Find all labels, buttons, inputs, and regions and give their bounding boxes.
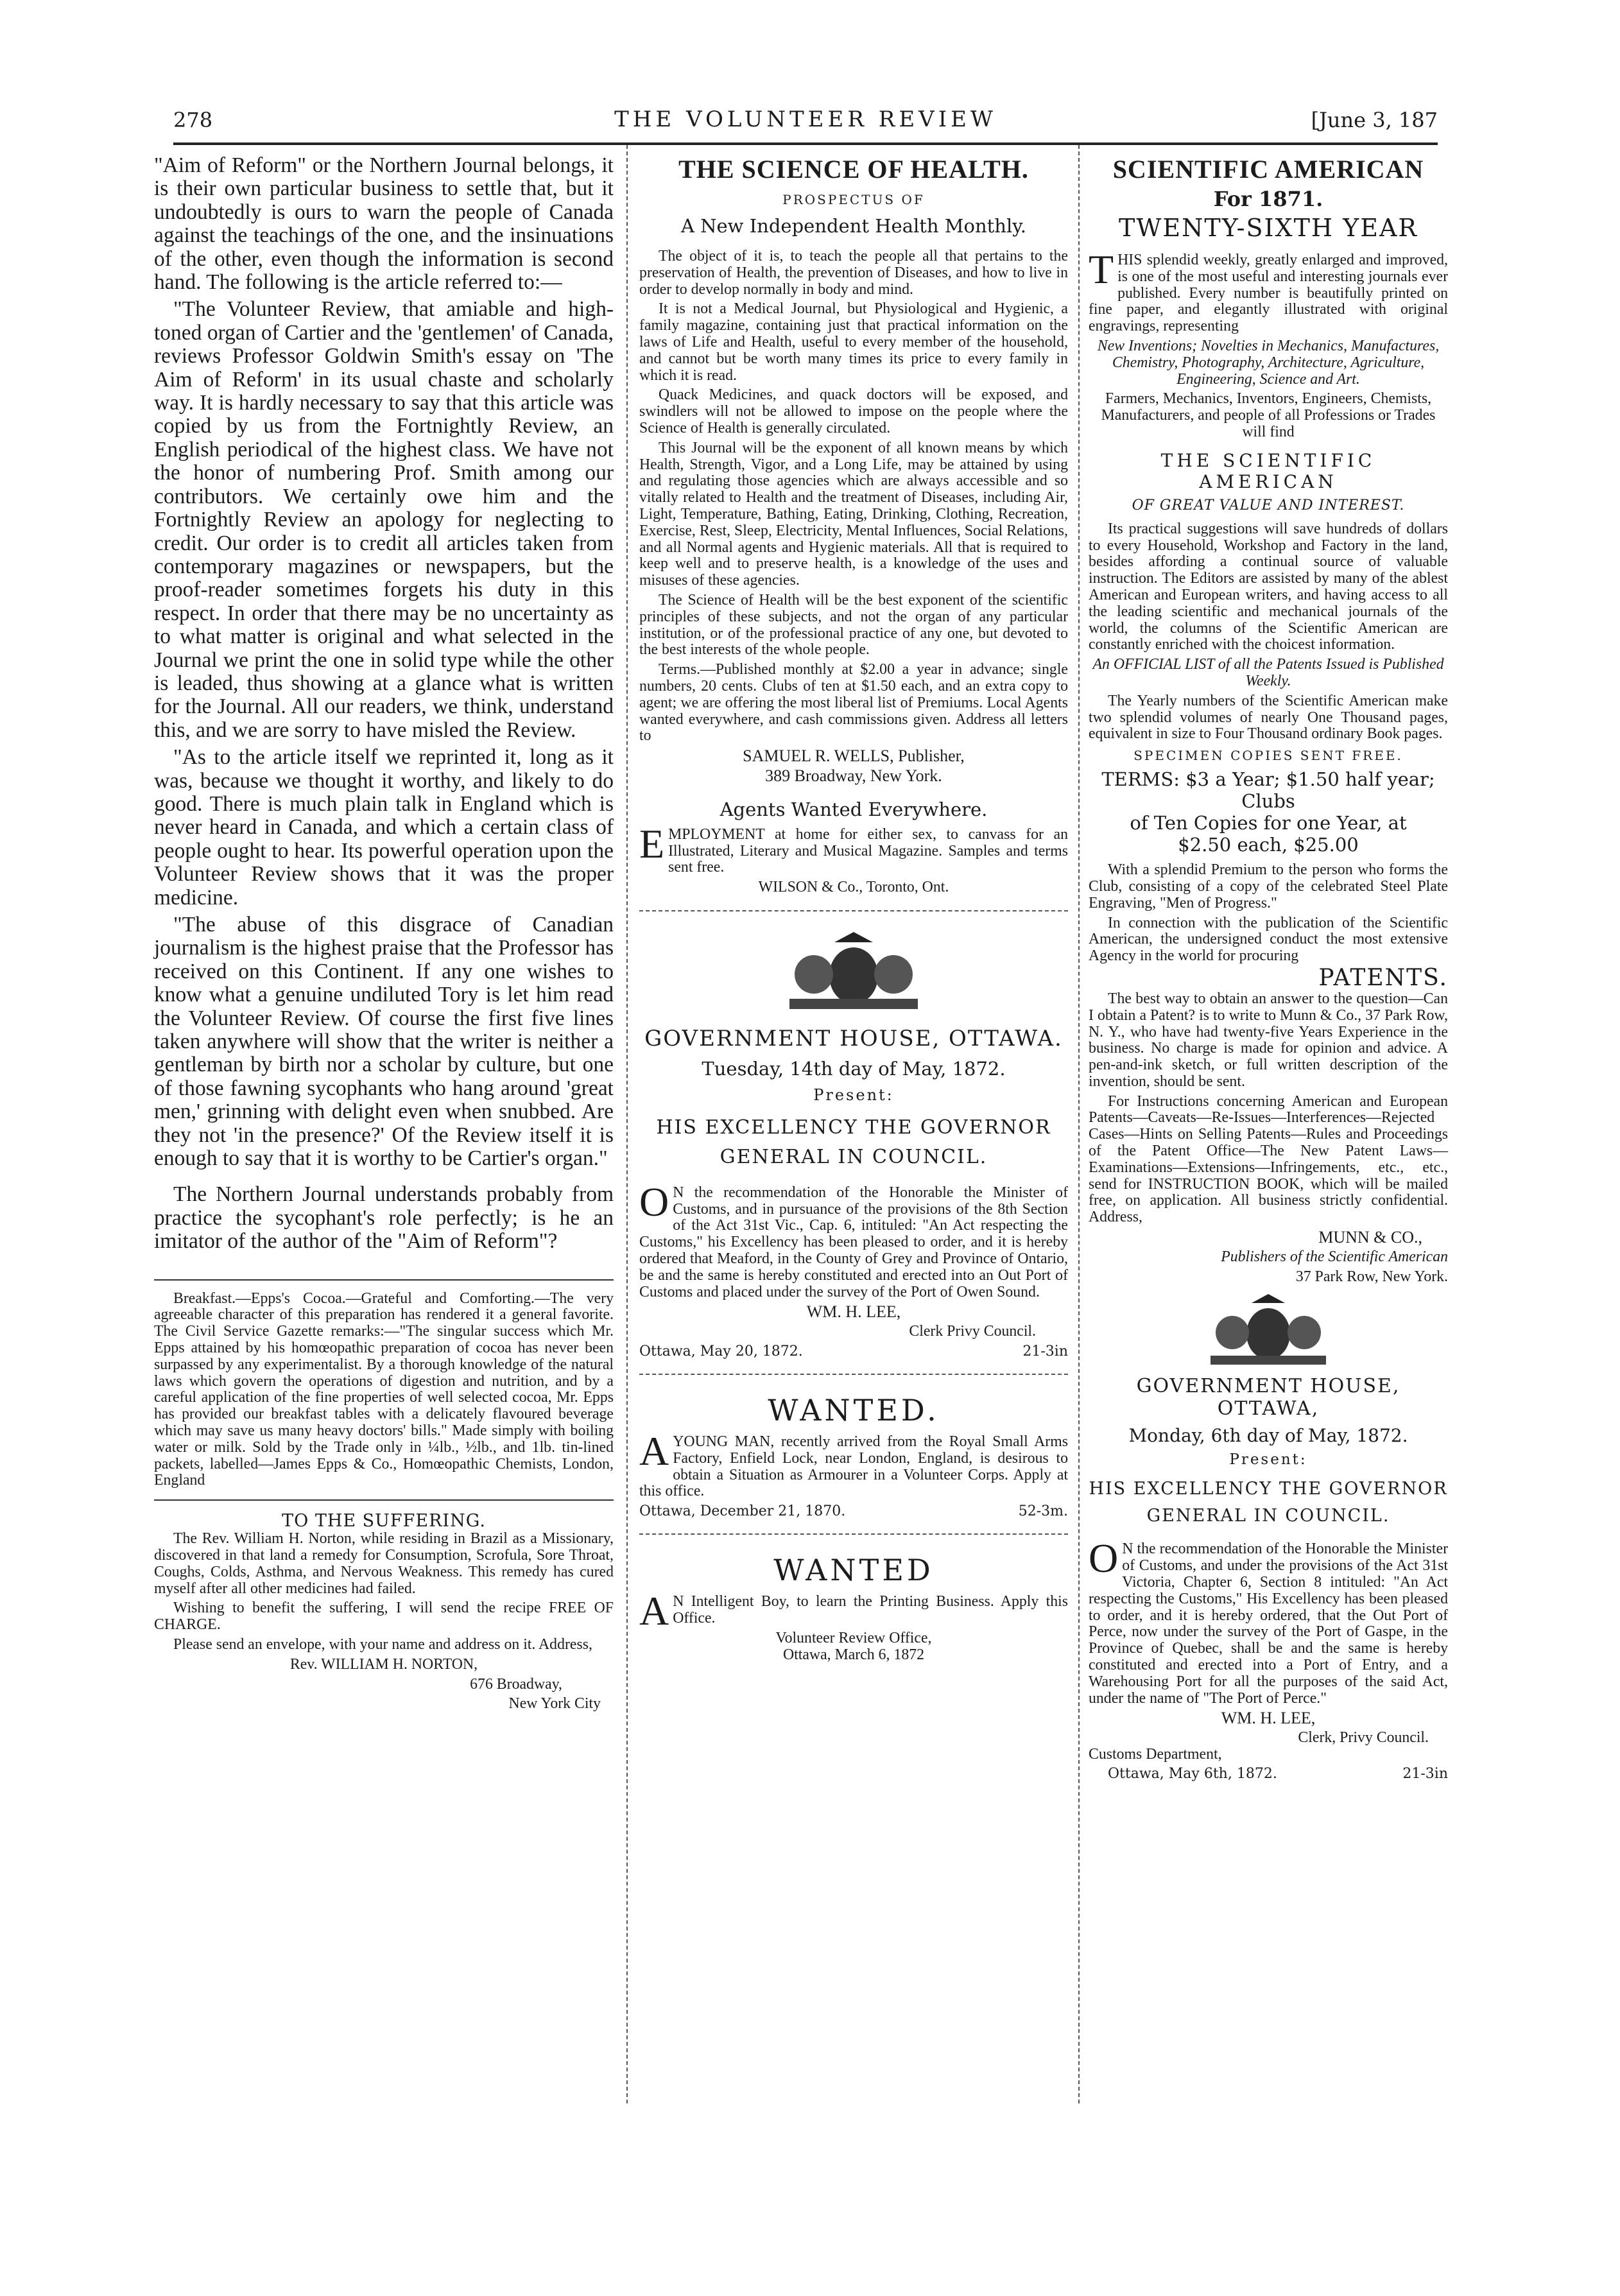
article-paragraph: "Aim of Reform" or the Northern Journal belongs, it is their own particular business to settle that, but it undoubtedly is ours to warn the people of Canada against the teachings of the one, and the insinuations of the other, even though the information is second hand. The following is the article referred to:— <box>154 153 614 295</box>
sa-paragraph: Its practical suggestions will save hundreds of dollars to every Household, Workshop and Factory in the land, besides affording a continual source of valuable instruction. The Editors are assisted by many of the ablest American and European writers, and having access to all the leading scientific and mechanical journals of the world, the columns of the Scientific American are constantly enriched with the choicest information. <box>1089 520 1448 653</box>
wanted-title: WANTED. <box>768 1393 940 1428</box>
government-order: ON the recommendation of the Honorable the Minister of Customs, and under the provisions of the Act 31st Victoria, Chapter 6, Section 8 intituled: "An Act respecting the Customs," His Excellency has been pleased to order, and it is hereby ordered, that the Out Port of Perce, now under the survey of the Port of Gaspe, in the Province of Quebec, shall be and the same is hereby constituted and erected into a Port of Entry, and a Warehousing Port for all the purposes of the said Act, under the name of "The Port of Perce." <box>1089 1535 1448 1707</box>
signature: WM. H. LEE, <box>1221 1709 1316 1728</box>
sa-paragraph: THIS splendid weekly, greatly enlarged and improved, is one of the most useful and interesting journals ever published. Every number is beautifully printed on fine paper, and elegantly illustrated with original engravings, representing <box>1089 246 1448 335</box>
government-house-title: GOVERNMENT HOUSE, OTTAWA. <box>644 1025 1063 1051</box>
notice-date: Ottawa, May 20, 1872. <box>639 1343 803 1360</box>
article-quote: "As to the article itself we reprinted it, long as it was, because we thought it worthy, and likely to do good. There is much plain talk in England which is never heard in Canada, and which a certain class of people ought to hear. Its powerful operation upon the Volunteer Review shows that it was the proper medicine. <box>154 745 614 910</box>
scientific-american-subtitle: THE SCIENTIFIC AMERICAN <box>1160 449 1376 492</box>
suffering-title: TO THE SUFFERING. <box>282 1511 486 1532</box>
great-value: OF GREAT VALUE AND INTEREST. <box>1132 497 1405 514</box>
wanted-text: AN Intelligent Boy, to learn the Printing Business. Apply this Office. <box>639 1588 1068 1634</box>
present-label: Present: <box>1229 1451 1307 1469</box>
wanted-date: Ottawa, December 21, 1870. <box>639 1503 846 1520</box>
notice-footer <box>1089 1766 1448 1782</box>
munn-publisher: Publishers of the Scientific American <box>1221 1248 1448 1265</box>
article-quote: "The Volunteer Review, that amiable and high-toned organ of Cartier and the 'gentlemen' of Canada, reviews Professor Goldwin Smith's essay on 'The Aim of Reform' in its usual chaste and scholarly way. It is hardly necessary to say that this article was copied by us from the Fortnightly Review, an English periodical of the highest class. We have not the honor of numbering Prof. Smith among our contributors. We certainly owe him and the Fortnightly Review an apology for neglecting to credit. Our order is to credit all articles taken from contemporary magazines or newspapers, but the proof-reader sometimes forgets his duty in this respect. In order that there may be no uncertainty as to what matter is original and what selected in the Journal we print the one in solid type while the other is leaded, thus showing at a glance what is written for the Journal. All our readers, we think, understand this, and we are sorry to have misled the Review. <box>154 297 614 742</box>
column-divider <box>626 145 628 2103</box>
header-rule <box>173 142 1438 145</box>
notice-code: 21-3in <box>1022 1343 1068 1360</box>
divider <box>639 910 1068 911</box>
royal-arms-icon <box>1198 1291 1339 1368</box>
divider <box>639 1533 1068 1535</box>
wanted-text: AYOUNG MAN, recently arrived from the Royal Small Arms Factory, Enfield Lock, near London, England, is desirous to obtain a Situation as Armourer in a Volunteer Corps. Apply at this office. <box>639 1428 1068 1500</box>
government-date: Tuesday, 14th day of May, 1872. <box>702 1057 1006 1080</box>
column-divider <box>1078 145 1080 2103</box>
wanted-title: WANTED <box>773 1553 934 1588</box>
column-middle <box>639 154 1068 1666</box>
signature-title: Clerk, Privy Council. <box>1298 1729 1429 1747</box>
government-date: Monday, 6th day of May, 1872. <box>1128 1425 1408 1447</box>
notice-date: Ottawa, May 6th, 1872. <box>1108 1765 1277 1782</box>
sa-readers: Farmers, Mechanics, Inventors, Engineers, Chemists, Manufacturers, and people of all Professions or Trades will find <box>1101 390 1436 440</box>
suffering-text: Wishing to benefit the suffering, I will send the recipe FREE OF CHARGE. <box>154 1600 614 1634</box>
present-label: Present: <box>813 1085 894 1104</box>
health-paragraph: The object of it is, to teach the people all that pertains to the preservation of Health, the prevention of Diseases, and how to live in order to develop normally in body and mind. <box>639 248 1068 298</box>
sa-paragraph: With a splendid Premium to the person who forms the Club, consisting of a copy of the celebrated Steel Plate Engraving, "Men of Progress." <box>1089 861 1448 911</box>
column-left <box>154 154 614 1716</box>
official-list: An OFFICIAL LIST of all the Patents Issued is Published Weekly. <box>1092 656 1444 689</box>
suffering-text: Please send an envelope, with your name and address on it. Address, <box>173 1636 592 1653</box>
scientific-american-year: For 1871. <box>1213 187 1323 211</box>
wanted-signature-date: Ottawa, March 6, 1872 <box>782 1646 925 1663</box>
terms-line: $2.50 each, $25.00 <box>1178 834 1359 856</box>
signature: WM. H. LEE, <box>806 1302 901 1322</box>
twenty-sixth-year: TWENTY-SIXTH YEAR <box>1118 214 1418 242</box>
agents-text: EMPLOYMENT at home for either sex, to canvass for an Illustrated, Literary and Musical Magazine. Samples and terms sent free. <box>639 820 1068 876</box>
agents-signature: WILSON & Co., Toronto, Ont. <box>758 879 949 896</box>
publisher-name: SAMUEL R. WELLS, Publisher, <box>743 747 965 766</box>
health-subtitle: A New Independent Health Monthly. <box>680 215 1027 237</box>
signature: Rev. WILLIAM H. NORTON, <box>289 1655 478 1673</box>
sa-paragraph: In connection with the publication of the Scientific American, the undersigned conduct the most extensive Agency in the world for procuring <box>1089 914 1448 965</box>
specimen-copies: SPECIMEN COPIES SENT FREE. <box>1133 748 1403 764</box>
column-right <box>1089 154 1448 1784</box>
science-of-health-title: THE SCIENCE OF HEALTH. <box>678 155 1029 184</box>
article-paragraph: The Northern Journal understands probably from practice the sycophant's role perfectly; is he an imitator of the author of the "Aim of Reform"? <box>154 1182 614 1254</box>
scientific-american-title: SCIENTIFIC AMERICAN <box>1112 155 1424 184</box>
health-paragraph: Quack Medicines, and quack doctors will be exposed, and swindlers will not be allowed to impose on the people where the Science of Health is generally circulated. <box>639 386 1068 436</box>
page-number: 278 <box>173 108 213 132</box>
sa-topics: New Inventions; Novelties in Mechanics, Manufactures, Chemistry, Photography, Architecture, Agriculture, Engineering, Science and Art. <box>1097 337 1440 388</box>
health-paragraph: The Science of Health will be the best exponent of the scientific principles of these subjects, and not the organ of any particular institution, or of the professional practice of any one, but devoted to the best interests of the whole people. <box>639 591 1068 659</box>
health-paragraph: This Journal will be the exponent of all known means by which Health, Strength, Vigor, and a Long Life, may be attained by using and regulating those agencies which are always accessible and so vitally related to Health and the treatment of Diseases, including Air, Light, Temperature, Bathing, Eating, Drinking, Clothing, Recreation, Exercise, Rest, Sleep, Electricity, Mental Influences, Social Relations, and all Normal agents and Hygienic materials. All that is required to keep well and to preserve health, is a knowledge of the uses and misuses of these agencies. <box>639 439 1068 589</box>
health-terms: Terms.—Published monthly at $2.00 a year in advance; single numbers, 20 cents. Clubs of ten at $1.50 each, and an extra copy to agent; we are offering the most liberal list of Premiums. Local Agents wanted everywhere, and cash commissions given. Address all letters to <box>639 661 1068 745</box>
suffering-text: The Rev. William H. Norton, while residing in Brazil as a Missionary, discovered in that land a remedy for Consumption, Scrofula, Sore Throat, Coughs, Colds, Asthma, and Nervous Weakness. This remedy has cured myself after all other medicines had failed. <box>154 1530 614 1597</box>
sa-paragraph: The best way to obtain an answer to the question—Can I obtain a Patent? is to write to Munn & Co., 37 Park Row, N. Y., who have had twenty-five Years Experience in the business. No charge is made for opinion and advice. A pen-and-ink sketch, or full written description of the invention, should be sent. <box>1089 990 1448 1090</box>
publisher-address: 389 Broadway, New York. <box>765 766 942 785</box>
signature-address: 676 Broadway, <box>470 1675 562 1693</box>
munn-address: 37 Park Row, New York. <box>1295 1268 1448 1285</box>
prospectus-label: PROSPECTUS OF <box>782 192 925 207</box>
agents-title: Agents Wanted Everywhere. <box>720 798 988 820</box>
divider <box>154 1279 614 1281</box>
government-house-title: GOVERNMENT HOUSE, OTTAWA, <box>1136 1375 1400 1420</box>
notice-footer <box>639 1343 1068 1359</box>
divider <box>639 1374 1068 1375</box>
issue-date: [June 3, 187 <box>1311 108 1438 132</box>
signature-city: New York City <box>508 1695 601 1713</box>
signature-title: Clerk Privy Council. <box>909 1323 1036 1340</box>
article-quote: "The abuse of this disgrace of Canadian journalism is the highest praise that the Professor has received on this Continent. If any one wishes to know what a genuine undiluted Tory is let him read the Volunteer Review. Of course the first five lines taken anywhere will show that the writer is neither a gentleman by birth nor a scholar by culture, but one of those fawning sycophants who hang around 'great men,' grinning with delight even when snubbed. Are they not 'in the presence?' Of the Review itself it is enough to say that it is worthy to be Cartier's organ." <box>154 913 614 1171</box>
wanted-code: 52-3m. <box>1018 1503 1068 1520</box>
wanted-signature: Volunteer Review Office, <box>775 1629 932 1646</box>
government-order: ON the recommendation of the Honorable the Minister of Customs, and in pursuance of the provisions of the 8th Section of the Act 31st Vic., Cap. 6, intituled: "An Act respecting the Customs," his Excellency has been pleased to order, and it is hereby ordered that Meaford, in the County of Grey and Province of Ontario, be and the same is hereby constituted and erected into an Out Port of Customs and placed under the survey of the Port of Owen Sound. <box>639 1178 1068 1300</box>
excellency-heading: HIS EXCELLENCY THE GOVERNOR GENERAL IN COUNCIL. <box>1089 1479 1448 1526</box>
wanted-footer <box>639 1503 1068 1519</box>
divider <box>154 1499 614 1501</box>
terms-line: of Ten Copies for one Year, at <box>1130 812 1407 834</box>
terms-line: TERMS: $3 a Year; $1.50 half year; Clubs <box>1101 768 1435 813</box>
page-header <box>173 103 1438 141</box>
notice-code: 21-3in <box>1402 1765 1448 1782</box>
health-paragraph: It is not a Medical Journal, but Physiological and Hygienic, a family magazine, containing just that practical information on the laws of Life and Health, useful to every member of the household, and cannot but be worth many times its price to every family in which it is read. <box>639 300 1068 384</box>
munn-name: MUNN & CO., <box>1318 1228 1422 1247</box>
patents-label: PATENTS. <box>1318 964 1448 991</box>
epps-cocoa-ad: Breakfast.—Epps's Cocoa.—Grateful and Comforting.—The very agreeable character of this preparation has rendered it a general favorite. The Civil Service Gazette remarks:—"The singular success which Mr. Epps attained by his homœopathic preparation of cocoa has never been surpassed by any experimentalist. By a thorough knowledge of the natural laws which govern the operations of digestion and nutrition, and by a careful application of the fine properties of well selected cocoa, Mr. Epps has provided our breakfast tables with a delicately flavoured beverage which may save us many heavy doctors' bills." Made simply with boiling water or milk. Sold by the Trade only in ¼lb., ½lb., and 1lb. tin-lined packets, labelled—James Epps & Co., Homœopathic Chemists, London, England <box>154 1290 614 1489</box>
masthead-title: THE VOLUNTEER REVIEW <box>614 107 997 132</box>
customs-department: Customs Department, <box>1089 1746 1222 1763</box>
sa-paragraph: For Instructions concerning American and European Patents—Caveats—Re-Issues—Interferences—Rejected Cases—Hints on Selling Patents—Rules and Proceedings of the Patent Office—The New Patent Laws—Examinations—Extensions—Infringements, etc., etc., send for INSTRUCTION BOOK, which will be mailed free, on application. All business strictly confidential. Address, <box>1089 1092 1448 1226</box>
excellency-heading: HIS EXCELLENCY THE GOVERNOR GENERAL IN COUNCIL. <box>656 1116 1051 1168</box>
sa-paragraph: The Yearly numbers of the Scientific American make two splendid volumes of nearly One Thousand pages, equivalent in size to Four Thousand ordinary Book pages. <box>1089 692 1448 743</box>
royal-arms-icon <box>777 929 931 1013</box>
